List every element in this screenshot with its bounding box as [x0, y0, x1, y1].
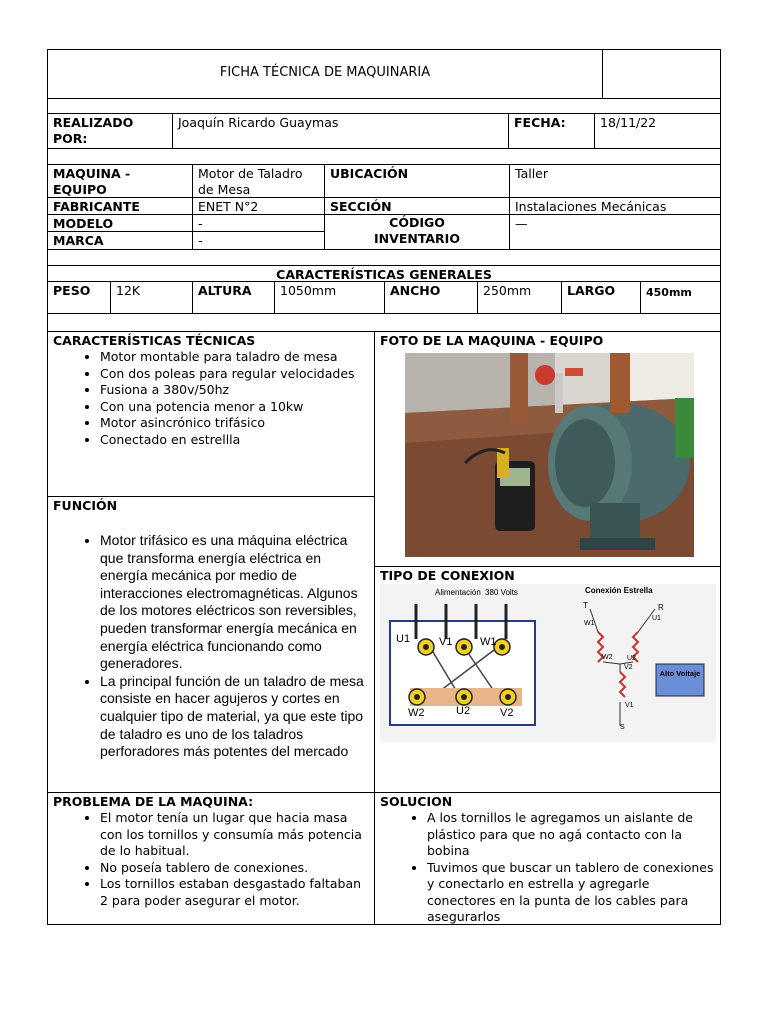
ancho-value: 250mm	[477, 281, 562, 314]
modelo-value: -	[192, 214, 325, 232]
caract-tecnicas-cell	[47, 331, 375, 497]
spacer-row	[47, 98, 721, 114]
star-v2-label: V2	[624, 664, 633, 671]
realizado-label: REALIZADO POR:	[47, 113, 173, 149]
fabricante-value: ENET N°2	[192, 197, 325, 215]
star-r-label: R	[658, 603, 664, 612]
terminal-v2: V2	[500, 707, 514, 719]
star-w1-label: W1	[584, 620, 595, 627]
caract-tecnicas-title: CARACTERÍSTICAS TÉCNICAS	[53, 333, 256, 348]
maquina-value: Motor de Taladro de Mesa	[192, 164, 325, 198]
seccion-value: Instalaciones Mecánicas	[509, 197, 721, 215]
ubicacion-label: UBICACIÓN	[324, 164, 510, 198]
peso-label: PESO	[47, 281, 111, 314]
problema-list	[53, 810, 369, 909]
terminal-v1: V1	[439, 636, 453, 648]
foto-title: FOTO DE LA MAQUINA - EQUIPO	[380, 333, 604, 348]
list-item: • El motor tenía un lugar que hacia masa con los tornillos y consumía más potencia de lo habitual.	[100, 810, 369, 860]
fecha-label: FECHA:	[508, 113, 595, 149]
largo-label: LARGO	[561, 281, 641, 314]
solucion-list	[380, 810, 715, 925]
largo-value: 450mm	[640, 281, 721, 314]
list-item: • Con una potencia menor a 10kw	[100, 399, 369, 416]
list-item: • Fusiona a 380v/50hz	[100, 382, 369, 399]
peso-value: 12K	[110, 281, 193, 314]
title-side-cell	[602, 49, 721, 99]
alimentacion-label: Alimentación	[435, 588, 481, 597]
star-v1-label: V1	[625, 702, 634, 709]
realizado-value: Joaquín Ricardo Guaymas	[172, 113, 509, 149]
spacer-row	[47, 249, 721, 266]
star-u1-label: U1	[652, 615, 661, 622]
ancho-label: ANCHO	[384, 281, 478, 314]
ubicacion-value: Taller	[509, 164, 721, 198]
terminal-u2: U2	[456, 705, 471, 717]
solucion-cell	[374, 792, 721, 925]
solucion-title: SOLUCION	[380, 794, 453, 809]
spacer-row	[47, 313, 721, 332]
star-u2-label: U2	[627, 655, 636, 662]
problema-cell	[47, 792, 375, 925]
connection-diagram	[380, 584, 716, 742]
list-item: • Los tornillos estaban desgastado faltaban 2 para poder asegurar el motor.	[100, 876, 369, 909]
list-item: • Motor trifásico es una máquina eléctrica que transforma energía eléctrica en energía mecánica por medio de interacciones electromagnéticas. Algunos de los motores eléctricos son reversibles, pueden transformar energía mecánica en energía eléctrica funcionando como generadores.	[100, 532, 369, 673]
modelo-label: MODELO	[47, 214, 193, 232]
seccion-label: SECCIÓN	[324, 197, 510, 215]
marca-value: -	[192, 231, 325, 250]
list-item: • Con dos poleas para regular velocidades	[100, 366, 369, 383]
problema-title: PROBLEMA DE LA MAQUINA:	[53, 794, 254, 809]
terminal-w2: W2	[408, 707, 425, 719]
star-w2-label: W2	[602, 654, 613, 661]
fecha-value: 18/11/22	[594, 113, 721, 149]
marca-label: MARCA	[47, 231, 193, 250]
machine-photo	[405, 353, 694, 557]
star-t-label: T	[583, 601, 588, 610]
alto-voltaje-label: Alto Voltaje	[659, 669, 701, 678]
terminal-w1: W1	[480, 636, 497, 648]
spacer-row	[47, 148, 721, 165]
list-item: • Motor montable para taladro de mesa	[100, 349, 369, 366]
list-item: • A los tornillos le agregamos un aislante de plástico para que no agá contacto con la bobina	[427, 810, 715, 860]
caract-tecnicas-list	[53, 349, 369, 448]
funcion-title: FUNCIÓN	[53, 498, 118, 513]
list-item: • No poseía tablero de conexiones.	[100, 860, 369, 877]
fabricante-label: FABRICANTE	[47, 197, 193, 215]
list-item: • Conectado en estrellla	[100, 432, 369, 449]
document-title: FICHA TÉCNICA DE MAQUINARIA	[219, 65, 431, 80]
altura-label: ALTURA	[192, 281, 275, 314]
caract-generales-title: CARACTERÍSTICAS GENERALES	[47, 265, 721, 282]
altura-value: 1050mm	[274, 281, 385, 314]
codigo-value: —	[509, 214, 721, 250]
estrella-title: Conexión Estrella	[585, 586, 653, 595]
terminal-u1: U1	[396, 633, 411, 645]
star-s-label: S	[620, 724, 625, 731]
volts-label: 380 Volts	[485, 588, 518, 597]
list-item: • Tuvimos que buscar un tablero de conexiones y conectarlo en estrella y agregarle conectores en la punta de los cables para asegurarlos	[427, 860, 715, 926]
list-item: • Motor asincrónico trifásico	[100, 415, 369, 432]
maquina-label: MAQUINA - EQUIPO	[47, 164, 193, 198]
tipo-conexion-title: TIPO DE CONEXION	[380, 568, 515, 583]
funcion-cell	[47, 496, 375, 793]
codigo-label: CÓDIGO INVENTARIO	[324, 214, 510, 250]
funcion-list	[53, 532, 369, 761]
list-item: • La principal función de un taladro de mesa consiste en hacer agujeros y cortes en cualquier tipo de material, ya que este tipo de taladro es uno de los taladros perforadores más potentes del mercado	[100, 673, 369, 761]
